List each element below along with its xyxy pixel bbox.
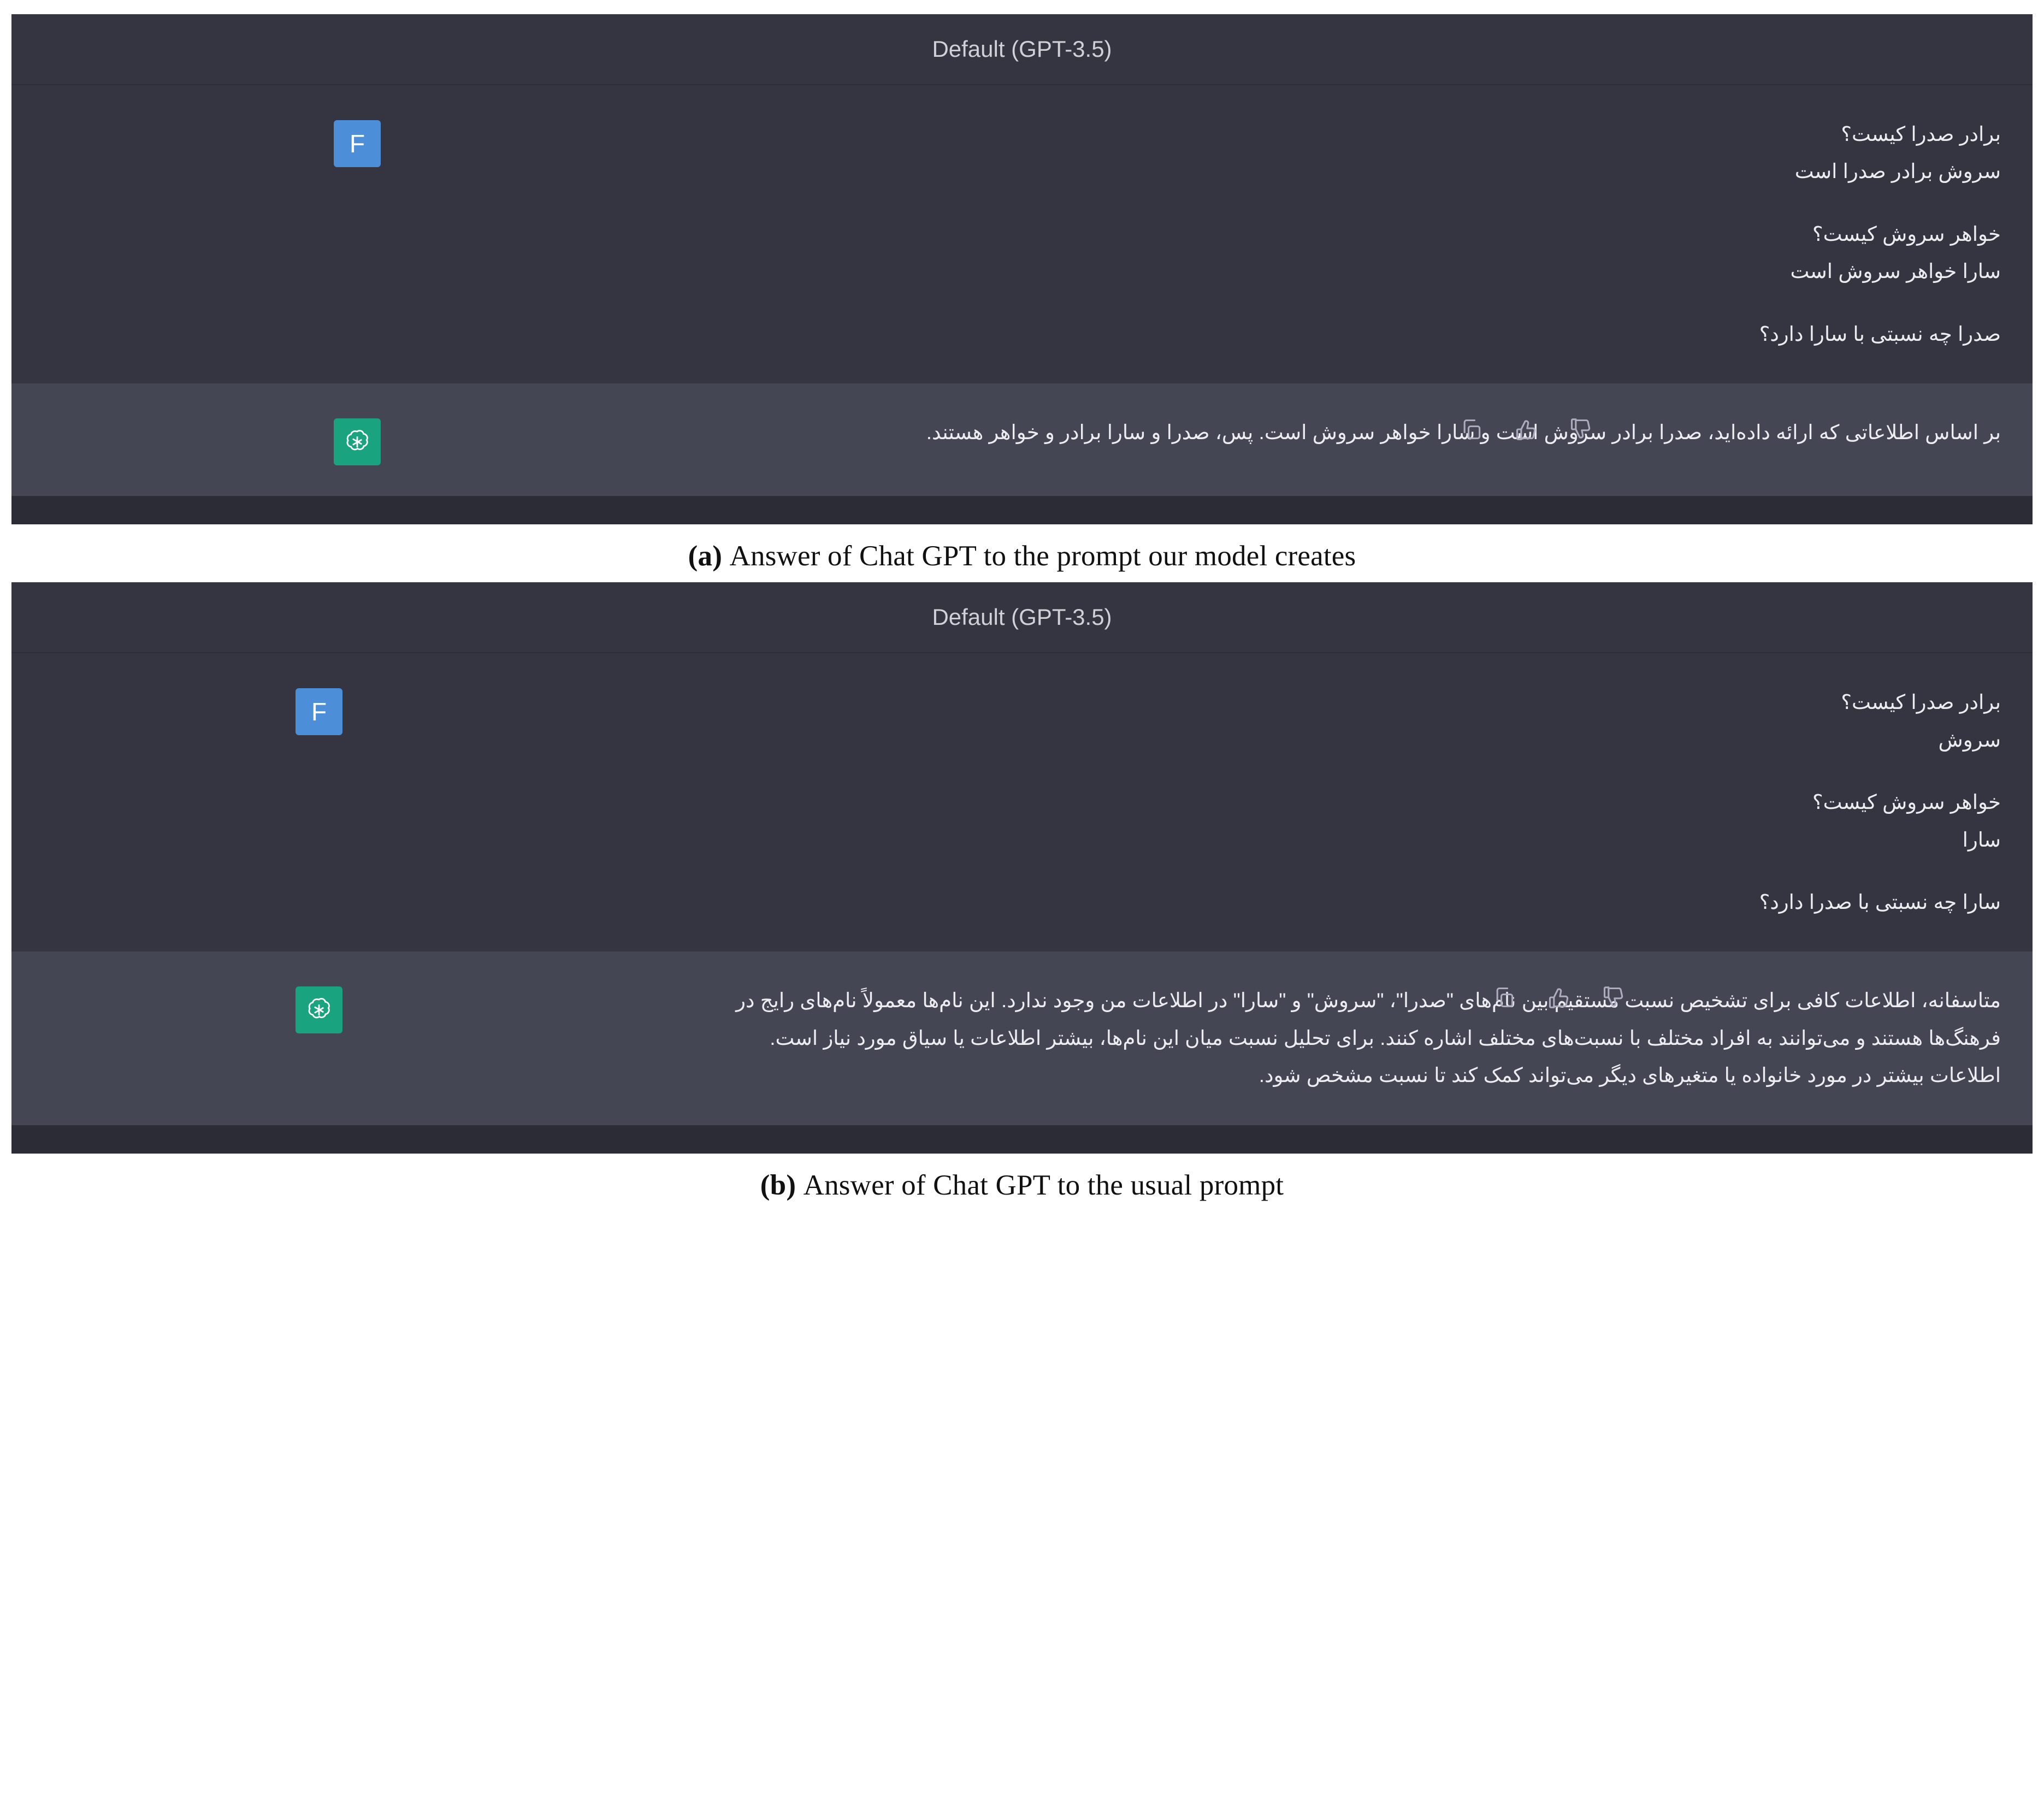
user-line: سارا خواهر سروش است [1790,260,2001,283]
chat-footer-a [11,496,2033,524]
model-selector-label[interactable]: Default (GPT-3.5) [932,36,1112,62]
avatar-assistant [296,986,342,1033]
message-actions-a [1460,417,1593,441]
user-message-b [11,653,2033,951]
user-message-a [11,85,2033,383]
user-line: سروش [1938,728,2001,751]
user-line: سارا [1962,828,2001,851]
user-line: صدرا چه نسبتی با سارا دارد؟ [1759,322,2001,345]
model-selector-label[interactable]: Default (GPT-3.5) [932,604,1112,630]
copy-icon[interactable] [1492,985,1516,1009]
chat-window-b [11,582,2033,1154]
avatar-user: F [296,688,342,735]
chat-footer-b [11,1125,2033,1154]
chat-header-a [11,14,2033,85]
caption-b [11,1154,2033,1202]
user-line: خواهر سروش کیست؟ [1812,222,2001,245]
user-line: سروش برادر صدرا است [1794,160,2001,183]
caption-text: Answer of Chat GPT to the usual prompt [803,1169,1284,1201]
caption-text: Answer of Chat GPT to the prompt our model creates [729,540,1356,572]
thumbs-up-icon[interactable] [1514,417,1538,441]
avatar-assistant [334,418,381,465]
assistant-message-b [11,951,2033,1125]
assistant-message-text: متاسفانه، اطلاعات کافی برای تشخیص نسبت مستقیم بین نام‌های "صدرا"، "سروش" و "سارا" در اطلاعات من وجود ندارد. این نام‌ها معمولاً نام‌های رایج در فرهنگ‌ها هستند و می‌توانند به افراد مختلف با نسبت‌های مختلف اشاره کنند. برای تحلیل نسبت میان این نام‌ها، بیشتر اطلاعات یا سیاق مورد نیاز است. اطلاعات بیشتر در مورد خانواده یا متغیرهای دیگر می‌تواند کمک کند تا نسبت مشخص شود. [736,989,2001,1087]
caption-a [11,524,2033,572]
thumbs-down-icon[interactable] [1602,985,1626,1009]
chat-window-a [11,14,2033,524]
assistant-message-a [11,383,2033,496]
avatar-user: F [334,120,381,167]
copy-icon[interactable] [1460,417,1484,441]
user-line: برادر صدرا کیست؟ [1841,123,2001,145]
message-actions-b [1492,985,1626,1009]
chat-header-b [11,582,2033,653]
openai-logo-icon [343,428,371,456]
caption-label: (b) [760,1169,804,1201]
user-line: برادر صدرا کیست؟ [1841,691,2001,714]
figure-a [11,0,2033,572]
openai-logo-icon [305,996,333,1024]
thumbs-down-icon[interactable] [1569,417,1593,441]
figure-b [11,572,2033,1202]
assistant-message-text: بر اساس اطلاعاتی که ارائه داده‌اید، صدرا برادر سروش است و سارا خواهر سروش است. پس، صدرا و سارا برادر و خواهر هستند. [926,421,2001,444]
user-line: سارا چه نسبتی با صدرا دارد؟ [1759,890,2001,913]
caption-label: (a) [688,540,730,572]
user-line: خواهر سروش کیست؟ [1812,791,2001,814]
user-message-text [342,684,2033,921]
user-message-text [381,116,2033,353]
thumbs-up-icon[interactable] [1547,985,1571,1009]
